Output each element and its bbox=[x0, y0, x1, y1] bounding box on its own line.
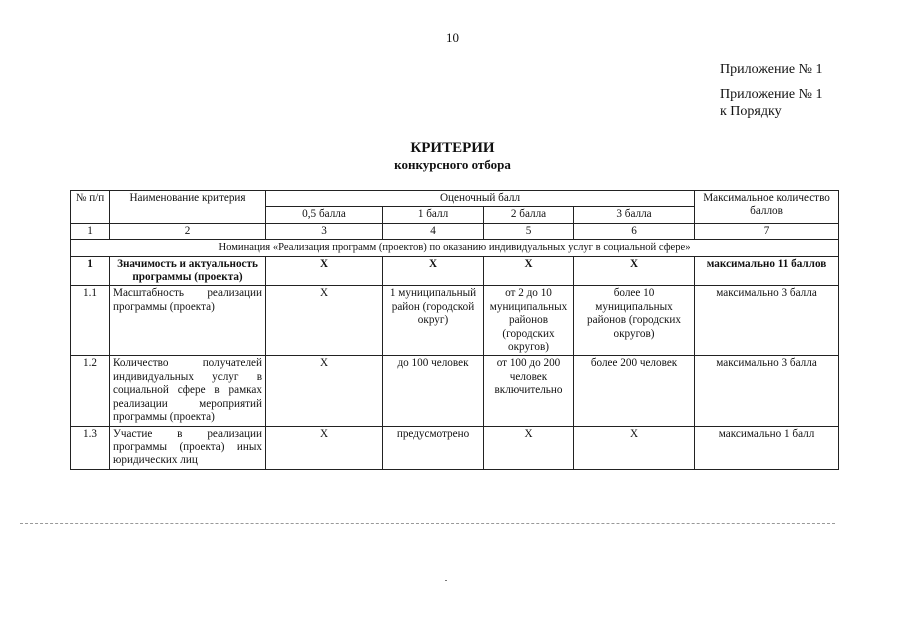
scan-speck bbox=[445, 580, 447, 581]
appendix-label: Приложение № 1 bbox=[720, 87, 823, 102]
header-name: Наименование критерия bbox=[110, 191, 266, 224]
appendix-order-label: к Порядку bbox=[720, 104, 782, 119]
row-max: максимально 3 балла bbox=[695, 356, 839, 426]
row-score-2: от 2 до 10 муниципальных районов (городских округов) bbox=[484, 286, 574, 356]
header-max: Максимальное количество баллов bbox=[695, 191, 839, 224]
row-score-2: Х bbox=[484, 426, 574, 469]
row-score-3: более 10 муниципальных районов (городских округов) bbox=[574, 286, 695, 356]
column-number: 2 bbox=[110, 223, 266, 239]
row-num: 1.2 bbox=[71, 356, 110, 426]
header-row bbox=[71, 191, 839, 207]
column-number: 4 bbox=[383, 223, 484, 239]
row-score-1: Х bbox=[383, 256, 484, 286]
header-num: № п/п bbox=[71, 191, 110, 224]
row-score-05: Х bbox=[266, 256, 383, 286]
row-score-3: Х bbox=[574, 256, 695, 286]
row-criterion: Значимость и актуальность программы (проекта) bbox=[110, 256, 266, 286]
row-score-3: более 200 человек bbox=[574, 356, 695, 426]
row-num: 1.1 bbox=[71, 286, 110, 356]
row-criterion: Количество получателей индивидуальных услуг в социальной сфере в рамках реализации мероприятий программы (проекта) bbox=[110, 356, 266, 426]
row-criterion: Масштабность реализации программы (проекта) bbox=[110, 286, 266, 356]
header-score-col: 1 балл bbox=[383, 207, 484, 223]
row-max: максимально 1 балл bbox=[695, 426, 839, 469]
column-number: 3 bbox=[266, 223, 383, 239]
document-title: КРИТЕРИИ bbox=[410, 140, 495, 156]
column-number: 5 bbox=[484, 223, 574, 239]
row-num: 1.3 bbox=[71, 426, 110, 469]
row-max: максимально 3 балла bbox=[695, 286, 839, 356]
row-score-05: Х bbox=[266, 356, 383, 426]
criteria-table bbox=[70, 190, 839, 470]
header-score-col: 2 балла bbox=[484, 207, 574, 223]
table-row bbox=[71, 426, 839, 469]
nomination-row bbox=[71, 240, 839, 256]
table-row bbox=[71, 256, 839, 286]
header-score: Оценочный балл bbox=[266, 191, 695, 207]
page-number: 10 bbox=[446, 30, 459, 45]
row-num: 1 bbox=[71, 256, 110, 286]
row-score-1: 1 муниципальный район (городской округ) bbox=[383, 286, 484, 356]
column-number: 1 bbox=[71, 223, 110, 239]
header-score-col: 3 балла bbox=[574, 207, 695, 223]
table-row bbox=[71, 286, 839, 356]
row-score-3: Х bbox=[574, 426, 695, 469]
row-score-05: Х bbox=[266, 426, 383, 469]
row-score-2: от 100 до 200 человек включительно bbox=[484, 356, 574, 426]
table-row bbox=[71, 356, 839, 426]
appendix-label: Приложение № 1 bbox=[720, 62, 823, 77]
row-score-2: Х bbox=[484, 256, 574, 286]
header-score-col: 0,5 балла bbox=[266, 207, 383, 223]
document-subtitle: конкурсного отбора bbox=[394, 157, 511, 172]
column-number: 7 bbox=[695, 223, 839, 239]
scan-artifact-line bbox=[20, 523, 835, 524]
row-score-1: предусмотрено bbox=[383, 426, 484, 469]
row-score-1: до 100 человек bbox=[383, 356, 484, 426]
nomination-label: Номинация «Реализация программ (проектов) по оказанию индивидуальных услуг в социальной сфере» bbox=[71, 240, 839, 256]
row-criterion: Участие в реализации программы (проекта) иных юридических лиц bbox=[110, 426, 266, 469]
row-score-05: Х bbox=[266, 286, 383, 356]
row-max: максимально 11 баллов bbox=[695, 256, 839, 286]
column-number: 6 bbox=[574, 223, 695, 239]
column-number-row bbox=[71, 223, 839, 239]
